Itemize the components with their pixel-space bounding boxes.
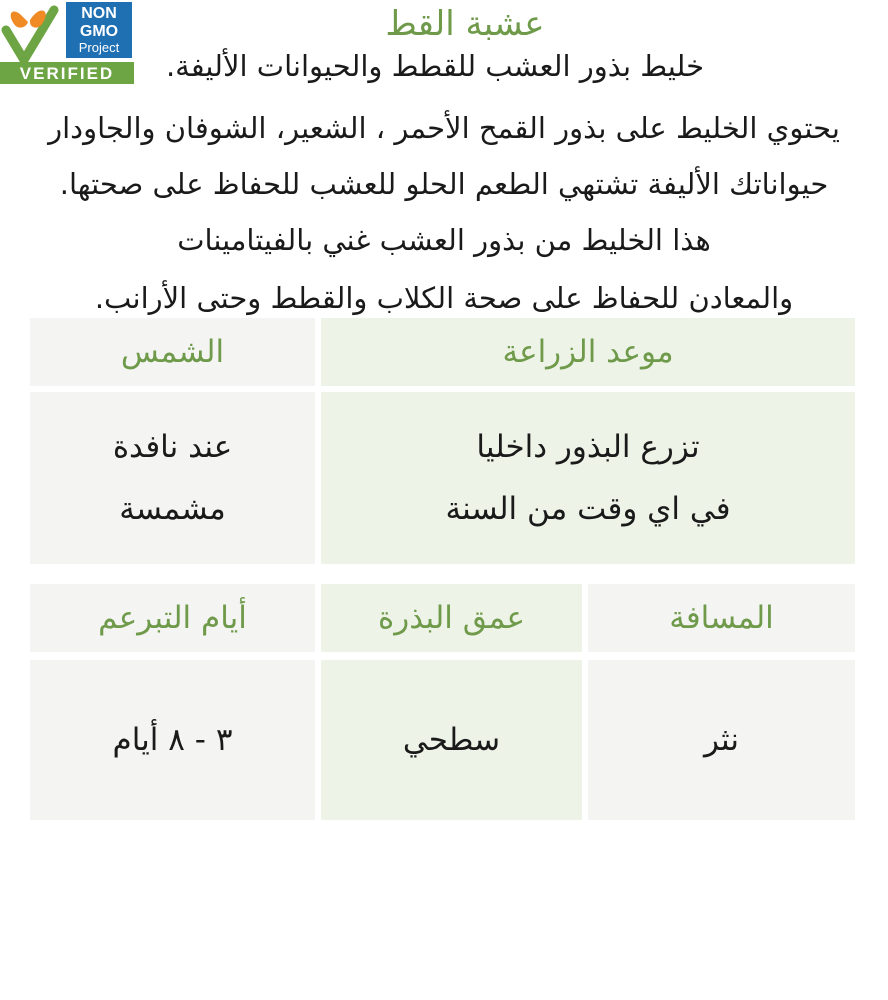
- spacing-value: نثر: [588, 660, 855, 820]
- spacing-header: المسافة: [588, 584, 855, 652]
- planting-time-line-1: تزرع البذور داخليا: [476, 429, 700, 465]
- planting-time-line-2: في اي وقت من السنة: [445, 491, 731, 527]
- description-line-3: حيواناتك الأليفة تشتهي الطعم الحلو للعشب للحفاظ على صحتها.: [59, 167, 829, 201]
- planting-time-cell: [321, 392, 855, 564]
- svg-text:GMO: GMO: [79, 23, 119, 40]
- sun-line-1: عند نافدة: [112, 429, 233, 465]
- svg-text:NON: NON: [81, 5, 117, 22]
- seed-depth-value: سطحي: [321, 660, 582, 820]
- description-line-4: هذا الخليط من بذور العشب غني بالفيتامينات: [177, 223, 711, 257]
- sun-header: الشمس: [30, 318, 315, 386]
- description-line-1: خليط بذور العشب للقطط والحيوانات الأليفة.: [165, 49, 705, 83]
- page-title: عشبة القط: [385, 4, 545, 44]
- sun-line-2: مشمسة: [119, 491, 226, 527]
- svg-text:VERIFIED: VERIFIED: [19, 64, 115, 83]
- germination-days-value: ٣ - ٨ أيام: [30, 660, 315, 820]
- svg-text:Project: Project: [78, 40, 120, 55]
- description-line-5: والمعادن للحفاظ على صحة الكلاب والقطط وحتى الأرانب.: [94, 281, 794, 315]
- seed-depth-header: عمق البذرة: [321, 584, 582, 652]
- description-line-2: يحتوي الخليط على بذور القمح الأحمر ، الشعير، الشوفان والجاودار: [48, 111, 840, 145]
- planting-time-header: موعد الزراعة: [321, 318, 855, 386]
- germination-days-header: أيام التبرعم: [30, 584, 315, 652]
- sun-cell: [30, 392, 315, 564]
- non-gmo-project-verified-logo: [0, 0, 134, 84]
